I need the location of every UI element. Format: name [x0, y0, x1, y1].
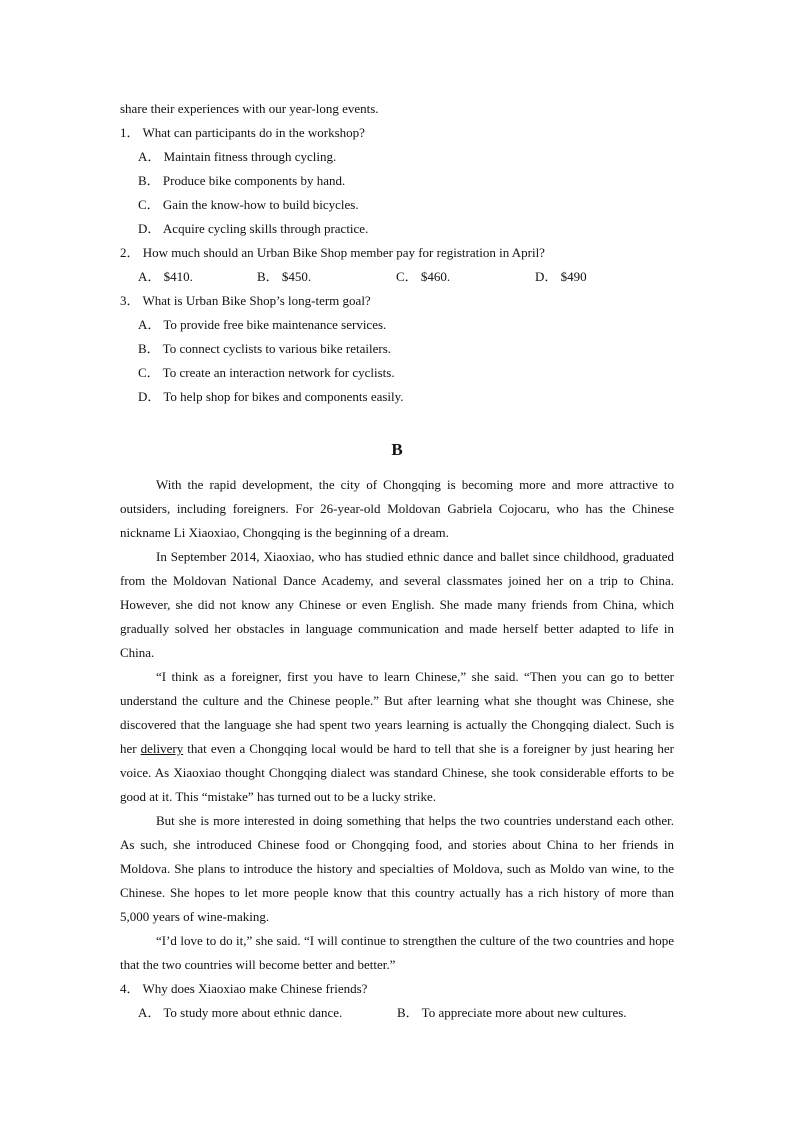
option-b: B． Produce bike components by hand.	[138, 173, 346, 188]
question-stem: 4． Why does Xiaoxiao make Chinese friends?	[120, 981, 368, 996]
passage-paragraph-4: But she is more interested in doing something that helps the two countries understand each other. As such, she introduced Chinese food or Chongqing food, and stories about China to her friends in Moldova. She plans to introduce the history and specialties of Moldova, such as Moldo van wine, to the Chinese. She hopes to let more people know that this country actually has a rich history of more than 5,000 years of wine-making.	[120, 813, 674, 924]
option-row	[120, 265, 674, 289]
intro-tail-text: share their experiences with our year-long events.	[120, 101, 379, 116]
underlined-word-delivery: delivery	[140, 741, 184, 756]
question-stem: 1． What can participants do in the workshop?	[120, 125, 365, 140]
option-a: A． To study more about ethnic dance.	[138, 1005, 343, 1020]
option-a: A． $410.	[138, 269, 193, 284]
option-d: D． Acquire cycling skills through practice.	[138, 221, 369, 236]
section-b-title: B	[391, 440, 403, 459]
document-page	[120, 97, 674, 1025]
option-c: C． $460.	[396, 269, 451, 284]
passage-paragraph-3	[120, 665, 674, 809]
passage-paragraph-2: In September 2014, Xiaoxiao, who has studied ethnic dance and ballet since childhood, graduated from the Moldovan National Dance Academy, and several classmates joined her on a trip to China. However, she did not know any Chinese or even English. She made many friends from China, which gradually solved her obstacles in language communication and made herself better adapted to life in China.	[120, 549, 674, 660]
paragraph-text-before: “I think as a foreigner, first you have to learn Chinese,” she said. “Then you can go to better understand the culture and the Chinese people.” But after learning what she thought was Chinese, she discovered that the language she had spent two years learning is actually the Chongqing dialect. Such is her	[120, 669, 674, 756]
question-1	[120, 121, 674, 241]
option-b: B． To connect cyclists to various bike retailers.	[138, 341, 392, 356]
option-d: D． To help shop for bikes and components easily.	[138, 389, 404, 404]
passage-paragraph-5: “I’d love to do it,” she said. “I will continue to strengthen the culture of the two countries and hope that the two countries will become better and better.”	[120, 933, 674, 972]
option-d: D． $490	[535, 269, 587, 284]
question-4	[120, 977, 674, 1025]
paragraph-text-after: that even a Chongqing local would be hard to tell that she is a foreigner by just hearing her voice. As Xiaoxiao thought Chongqing dialect was standard Chinese, she took considerable efforts to be good at it. This “mistake” has turned out to be a lucky strike.	[120, 741, 674, 804]
option-a: A． Maintain fitness through cycling.	[138, 149, 337, 164]
passage-paragraph-1: With the rapid development, the city of Chongqing is becoming more and more attractive to outsiders, including foreigners. For 26-year-old Moldovan Gabriela Cojocaru, who has the Chinese nickname Li Xiaoxiao, Chongqing is the beginning of a dream.	[120, 477, 674, 540]
option-b: B． $450.	[257, 269, 312, 284]
option-a: A． To provide free bike maintenance services.	[138, 317, 387, 332]
question-stem: 3． What is Urban Bike Shop’s long-term goal?	[120, 293, 371, 308]
question-stem: 2． How much should an Urban Bike Shop member pay for registration in April?	[120, 245, 545, 260]
question-3	[120, 289, 674, 409]
option-c: C． Gain the know-how to build bicycles.	[138, 197, 359, 212]
passage-b	[120, 473, 674, 977]
option-b: B． To appreciate more about new cultures.	[397, 1005, 627, 1020]
option-c: C． To create an interaction network for cyclists.	[138, 365, 395, 380]
option-row	[120, 1001, 674, 1025]
question-2	[120, 241, 674, 289]
